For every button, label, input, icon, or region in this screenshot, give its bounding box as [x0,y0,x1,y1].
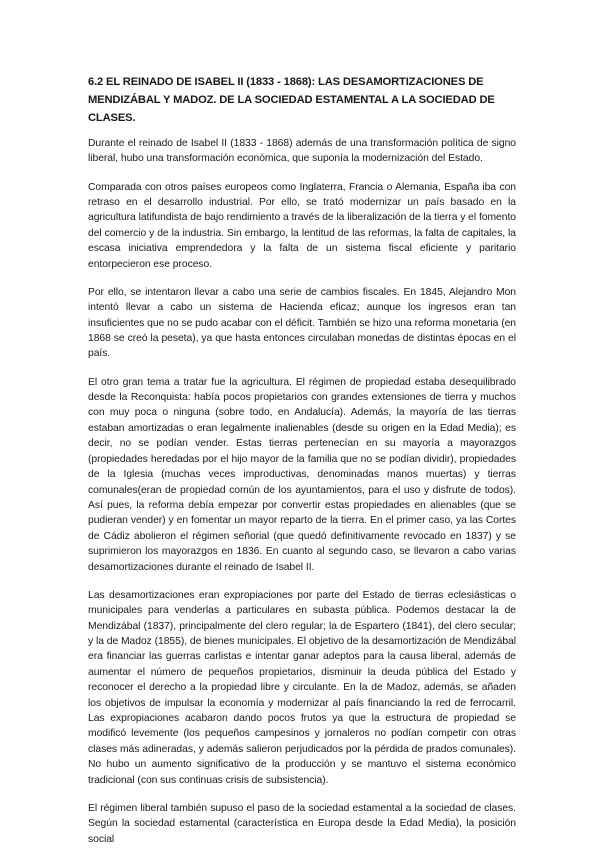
paragraph-social-classes: El régimen liberal también supuso el paso de la sociedad estamental a la sociedad de clases. Según la sociedad estamental (característica en Europa desde la Edad Media), la posición social [88,802,516,845]
document-body [88,136,516,860]
paragraph-fiscal-reforms: Por ello, se intentaron llevar a cabo una serie de cambios fiscales. En 1845, Alejandro Mon intentó llevar a cabo un sistema de Hacienda eficaz; aunque los ingresos eran tan insuficientes que no se pudo acabar con el déficit. También se hizo una reforma monetaria (en 1868 se creó la peseta), ya que hasta entonces circulaban monedas de distintas épocas en el país. [88,286,516,360]
paragraph-agriculture: El otro gran tema a tratar fue la agricultura. El régimen de propiedad estaba desequilibrado desde la Reconquista: había pocos propietarios con grandes extensiones de tierra y muchos con muy poca o ninguna (sobre todo, en Andalucía). Además, la mayoría de las tierras estaban amortizadas o eran legalmente inalienables (desde su origen en la Edad Media); es decir, no se podían vender. Estas tierras pertenecían en su mayoría a mayorazgos (propiedades heredadas por el hijo mayor de la familia que no se podían dividir), propiedades de la Iglesia (muchas veces improductivas, denominadas manos muertas) y tierras comunales(eran de propiedad común de los ayuntamientos, para el uso y disfrute de todos). Así pues, la reforma debía empezar por convertir estas propiedades en alienables (que se pudieran vender) y en fomentar un mayor reparto de la tierra. En el primer caso, ya las Cortes de Cádiz abolieron el régimen señorial (que quedó definitivamente revocado en 1837) y se suprimieron los mayorazgos en 1836. En cuanto al segundo caso, se llevaron a cabo varias desamortizaciones durante el reinado de Isabel II. [88,376,516,573]
paragraph-desamortizaciones: Las desamortizaciones eran expropiaciones por parte del Estado de tierras eclesiásticas o municipales para venderlas a particulares en subasta pública. Podemos destacar la de Mendizábal (1837), principalmente del clero regular; la de Espartero (1841), del clero secular; y la de Madoz (1855), de bienes municipales. El objetivo de la desamortización de Mendizábal era financiar las guerras carlistas e intentar ganar adeptos para la causa liberal, además de aumentar el número de pequeños propietarios, disminuir la deuda pública del Estado y reconocer el derecho a la propiedad libre y circulante. En la de Madoz, además, se añaden los objetivos de impulsar la economía y modernizar al país financiando la red de ferrocarril. Las expropiaciones acabaron dando pocos frutos ya que la estructura de propiedad se modificó levemente (los pequeños campesinos y jornaleros no podían competir con otras clases más adineradas, y además salieron perjudicados por la pérdida de prados comunales). No hubo un aumento significativo de la producción y se mantuvo el sistema económico tradicional (con sus continuas crisis de subsistencia). [88,589,516,786]
paragraph-intro: Durante el reinado de Isabel II (1833 - 1868) además de una transformación política de signo liberal, hubo una transformación económica, que suponía la modernización del Estado. [88,138,516,165]
document-title: 6.2 EL REINADO DE ISABEL II (1833 - 1868): LAS DESAMORTIZACIONES DE MENDIZÁBAL Y MADOZ. DE LA SOCIEDAD ESTAMENTAL A LA SOCIEDAD DE CLASES. [88,76,495,124]
paragraph-industrial-delay: Comparada con otros países europeos como Inglaterra, Francia o Alemania, España iba con retraso en el desarrollo industrial. Por ello, se trató modernizar un país basado en la agricultura latifundista de bajo rendimiento a través de la liberalización de la tierra y el fomento del comercio y de la industria. Sin embargo, la lentitud de las reformas, la falta de capitales, la escasa iniciativa emprendedora y la falta de un sistema fiscal eficiente y paritario entorpecieron ese proceso. [88,181,516,270]
